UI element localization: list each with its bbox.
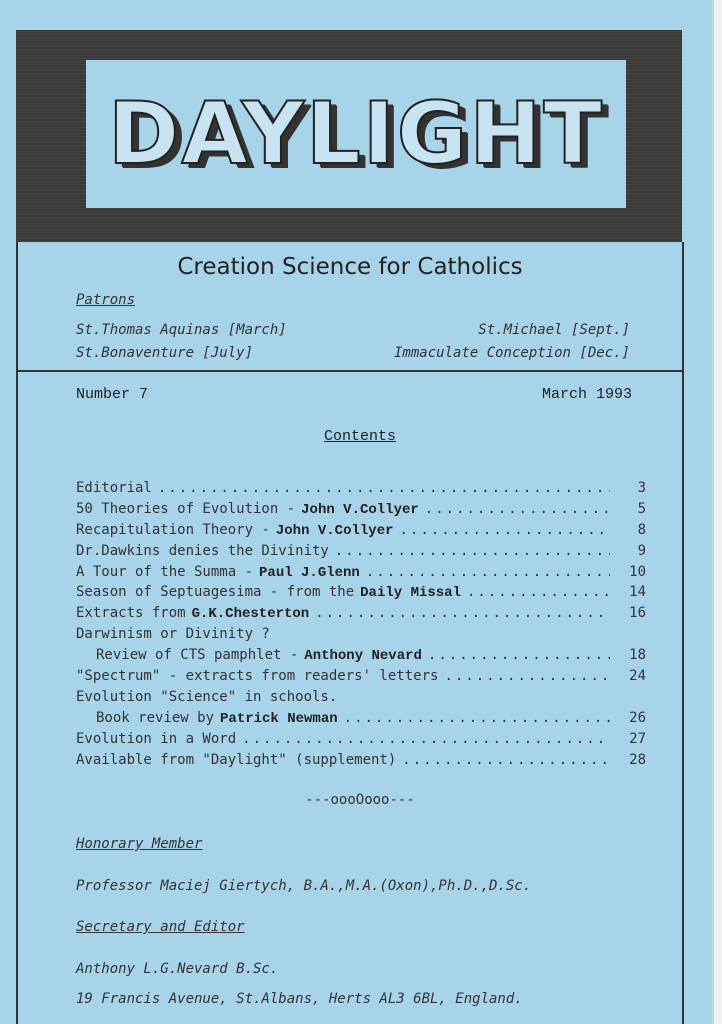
- dot-leader: [335, 543, 610, 559]
- entry-page: 16: [629, 605, 646, 622]
- entry-page: 14: [629, 584, 646, 601]
- list-item: [76, 543, 646, 564]
- entry-author: Paul J.Glenn: [259, 564, 360, 581]
- dot-leader: [428, 647, 610, 663]
- page-subtitle: Creation Science for Catholics: [177, 254, 523, 280]
- masthead-banner: [16, 30, 682, 242]
- dot-leader: [344, 710, 610, 726]
- dot-leader: [366, 564, 610, 580]
- entry-title: "Spectrum" - extracts from readers' letters: [76, 668, 439, 685]
- editor-name: Anthony L.G.Nevard B.Sc.: [76, 961, 279, 977]
- list-item: [76, 689, 646, 710]
- entry-page: 24: [629, 668, 646, 685]
- patron-item: St.Michael [Sept.]: [478, 322, 630, 338]
- dot-leader: [315, 605, 610, 621]
- patron-item: St.Thomas Aquinas [March]: [76, 322, 287, 338]
- list-item: [76, 605, 646, 626]
- list-item: [76, 752, 646, 773]
- patrons-heading: Patrons: [76, 292, 136, 308]
- list-item: [76, 584, 646, 605]
- issue-number: Number 7: [76, 386, 149, 403]
- entry-title: Recapitulation Theory -: [76, 521, 270, 538]
- dot-leader: [467, 584, 610, 600]
- dot-leader: [242, 731, 610, 747]
- editor-heading: Secretary and Editor: [76, 919, 245, 935]
- entry-title: Evolution "Science" in schools.: [76, 688, 338, 705]
- entry-page: 18: [629, 647, 646, 664]
- entry-title: Season of Septuagesima - from the: [76, 584, 355, 601]
- entry-page: 5: [637, 500, 646, 517]
- entry-author: G.K.Chesterton: [191, 606, 310, 623]
- honorary-member-heading: Honorary Member: [76, 836, 203, 852]
- section-divider: [16, 370, 684, 372]
- entry-title: Evolution in a Word: [76, 730, 237, 747]
- list-item: [76, 710, 646, 731]
- dot-leader: [444, 668, 610, 684]
- entry-title: Dr.Dawkins denies the Divinity: [76, 542, 329, 559]
- entry-title: Editorial: [76, 480, 152, 496]
- list-item: [76, 564, 646, 585]
- dot-leader: [400, 522, 611, 538]
- list-item: [76, 668, 646, 689]
- entry-title: Available from "Daylight" (supplement): [76, 751, 397, 768]
- list-item: [76, 522, 646, 543]
- list-item: [76, 626, 646, 647]
- frame-left-border: [16, 242, 18, 1024]
- table-of-contents: [76, 480, 646, 772]
- entry-author: Anthony Nevard: [304, 648, 422, 665]
- list-item: [76, 647, 646, 668]
- list-item: [76, 731, 646, 752]
- entry-title: Darwinism or Divinity ?: [76, 626, 270, 643]
- editor-address: 19 Francis Avenue, St.Albans, Herts AL3 6BL, England.: [76, 991, 523, 1007]
- patron-item: St.Bonaventure [July]: [76, 345, 254, 361]
- entry-title: A Tour of the Summa -: [76, 563, 254, 580]
- entry-page: 28: [629, 751, 646, 768]
- contents-heading: Contents: [323, 428, 396, 445]
- daylight-logo: DAYLIGHT: [107, 84, 604, 184]
- masthead-panel: [86, 60, 626, 208]
- entry-title: 50 Theories of Evolution -: [76, 500, 296, 517]
- honorary-member-name: Professor Maciej Giertych, B.A.,M.A.(Oxon),Ph.D.,D.Sc.: [76, 878, 532, 894]
- entry-page: 27: [629, 730, 646, 747]
- issue-date: March 1993: [541, 386, 632, 403]
- frame-right-border: [682, 242, 684, 1024]
- list-item: [76, 501, 646, 522]
- entry-page: 10: [629, 563, 646, 580]
- dot-leader: [158, 480, 610, 496]
- separator-ornament: ---oooOooo---: [305, 792, 415, 808]
- entry-page: 26: [629, 709, 646, 726]
- entry-author: Patrick Newman: [220, 710, 338, 727]
- entry-title: Extracts from: [76, 605, 186, 622]
- entry-author: John V.Collyer: [275, 522, 394, 539]
- entry-page: 9: [637, 542, 646, 559]
- dot-leader: [425, 501, 610, 517]
- entry-title: Book review by: [96, 709, 215, 726]
- entry-author: Daily Missal: [360, 585, 461, 602]
- entry-title: Review of CTS pamphlet -: [96, 647, 299, 664]
- dot-leader: [402, 752, 610, 768]
- entry-author: John V.Collyer: [301, 501, 419, 518]
- entry-page: 8: [637, 521, 646, 538]
- patron-item: Immaculate Conception [Dec.]: [393, 345, 630, 361]
- list-item: [76, 480, 646, 501]
- entry-page: 3: [637, 480, 646, 496]
